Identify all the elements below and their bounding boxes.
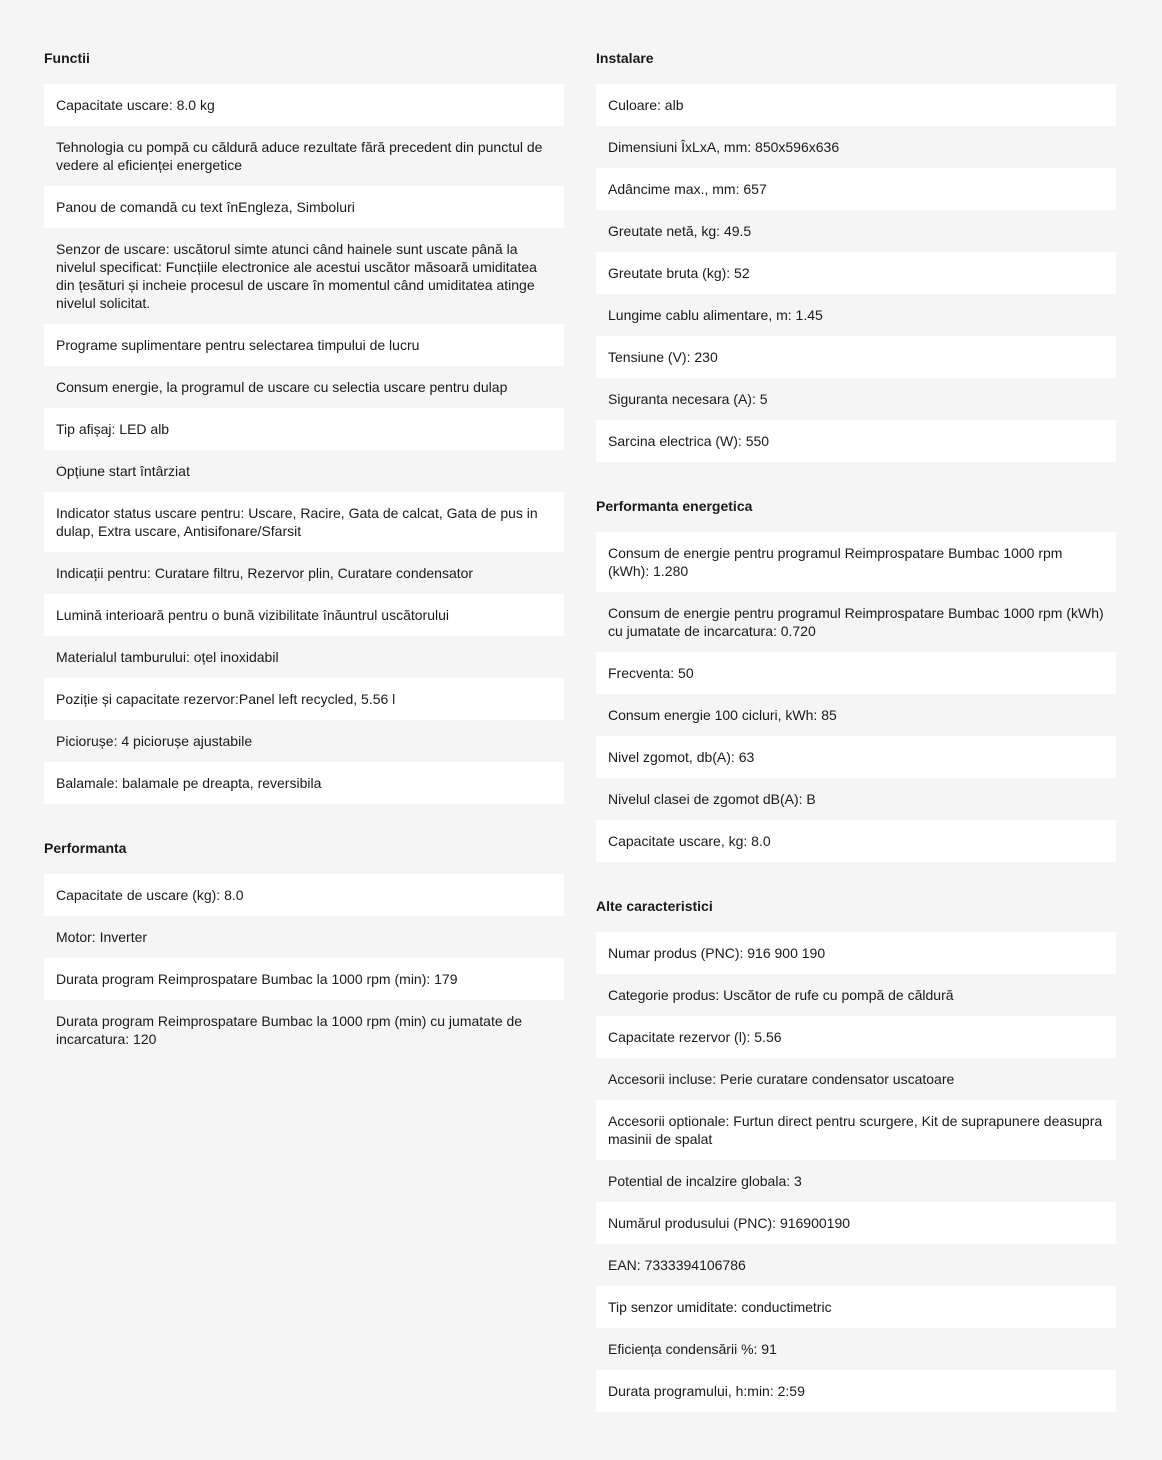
spec-row: Indicații pentru: Curatare filtru, Rezervor plin, Curatare condensator <box>56 565 474 581</box>
spec-row: Capacitate de uscare (kg): 8.0 <box>44 874 564 916</box>
spec-row: Greutate bruta (kg): 52 <box>596 252 1116 294</box>
spec-row: Numar produs (PNC): 916 900 190 <box>596 932 1116 974</box>
spec-row: Accesorii incluse: Perie curatare condensator uscatoare <box>608 1071 955 1087</box>
section-alte-caracteristici <box>596 897 1116 1412</box>
spec-row: Categorie produs: Uscător de rufe cu pompă de căldură <box>608 987 954 1003</box>
section-title: Performanta <box>44 840 127 856</box>
right-column <box>596 0 1116 1412</box>
spec-row: Motor: Inverter <box>56 929 148 945</box>
spec-row: Balamale: balamale pe dreapta, reversibila <box>44 762 564 804</box>
spec-row: Durata program Reimprospatare Bumbac la 1000 rpm (min): 179 <box>44 958 564 1000</box>
spec-row: Sarcina electrica (W): 550 <box>596 420 1116 462</box>
spec-row: Nivelul clasei de zgomot dB(A): B <box>608 791 816 807</box>
spec-row: Indicator status uscare pentru: Uscare, Racire, Gata de calcat, Gata de pus in dulap, Extra uscare, Antisifonare/Sfarsit <box>44 492 564 552</box>
spec-row: Piciorușe: 4 piciorușe ajustabile <box>56 733 253 749</box>
spec-row: Dimensiuni ÎxLxA, mm: 850x596x636 <box>608 139 840 155</box>
spec-row: Lumină interioară pentru o bună vizibilitate înăuntrul uscătorului <box>44 594 564 636</box>
spec-row: Durata program Reimprospatare Bumbac la 1000 rpm (min) cu jumatate de incarcatura: 120 <box>56 1013 523 1047</box>
section-instalare <box>596 49 1116 462</box>
spec-row: Tip senzor umiditate: conductimetric <box>596 1286 1116 1328</box>
spec-list <box>596 932 1116 1412</box>
section-performanta <box>44 839 564 1060</box>
spec-row: Consum energie 100 cicluri, kWh: 85 <box>608 707 837 723</box>
spec-row: Culoare: alb <box>596 84 1116 126</box>
spec-row: Consum energie, la programul de uscare cu selectia uscare pentru dulap <box>56 379 508 395</box>
spec-row: Eficiența condensării %: 91 <box>608 1341 777 1357</box>
section-title: Instalare <box>596 50 654 66</box>
left-column <box>44 0 564 1060</box>
section-title: Functii <box>44 50 90 66</box>
spec-list <box>596 84 1116 462</box>
spec-row: Programe suplimentare pentru selectarea timpului de lucru <box>44 324 564 366</box>
spec-row: Tensiune (V): 230 <box>596 336 1116 378</box>
spec-row: Tip afișaj: LED alb <box>44 408 564 450</box>
spec-row: Lungime cablu alimentare, m: 1.45 <box>608 307 823 323</box>
spec-list <box>596 532 1116 862</box>
spec-row: Consum de energie pentru programul Reimprospatare Bumbac 1000 rpm (kWh) cu jumatate de incarcatura: 0.720 <box>608 605 1104 639</box>
section-title: Performanta energetica <box>596 498 753 514</box>
spec-row: Opțiune start întârziat <box>56 463 190 479</box>
spec-row: Poziție și capacitate rezervor:Panel left recycled, 5.56 l <box>44 678 564 720</box>
section-functii <box>44 49 564 804</box>
spec-row: Senzor de uscare: uscătorul simte atunci când hainele sunt uscate până la nivelul specificat: Funcțiile electronice ale acestui uscător măsoară umiditatea din țesături și incheie procesul de uscare în momentul când umiditatea atinge nivelul solicitat. <box>56 241 537 311</box>
spec-list <box>44 874 564 1060</box>
spec-row: EAN: 7333394106786 <box>608 1257 746 1273</box>
spec-row: Panou de comandă cu text înEngleza, Simboluri <box>44 186 564 228</box>
spec-row: Potential de incalzire globala: 3 <box>608 1173 802 1189</box>
spec-row: Frecventa: 50 <box>596 652 1116 694</box>
spec-row: Greutate netă, kg: 49.5 <box>608 223 752 239</box>
spec-row: Accesorii optionale: Furtun direct pentru scurgere, Kit de suprapunere deasupra masinii de spalat <box>596 1100 1116 1160</box>
spec-row: Adâncime max., mm: 657 <box>596 168 1116 210</box>
spec-row: Materialul tamburului: oțel inoxidabil <box>56 649 279 665</box>
spec-row: Capacitate uscare: 8.0 kg <box>44 84 564 126</box>
spec-row: Siguranta necesara (A): 5 <box>608 391 768 407</box>
spec-row: Capacitate rezervor (l): 5.56 <box>596 1016 1116 1058</box>
spec-row: Nivel zgomot, db(A): 63 <box>596 736 1116 778</box>
spec-row: Durata programului, h:min: 2:59 <box>596 1370 1116 1412</box>
spec-list <box>44 84 564 804</box>
section-performanta-energetica <box>596 497 1116 862</box>
spec-row: Capacitate uscare, kg: 8.0 <box>596 820 1116 862</box>
section-title: Alte caracteristici <box>596 898 713 914</box>
spec-row: Numărul produsului (PNC): 916900190 <box>596 1202 1116 1244</box>
spec-row: Tehnologia cu pompă cu căldură aduce rezultate fără precedent din punctul de vedere al eficienței energetice <box>56 139 543 173</box>
spec-row: Consum de energie pentru programul Reimprospatare Bumbac 1000 rpm (kWh): 1.280 <box>596 532 1116 592</box>
